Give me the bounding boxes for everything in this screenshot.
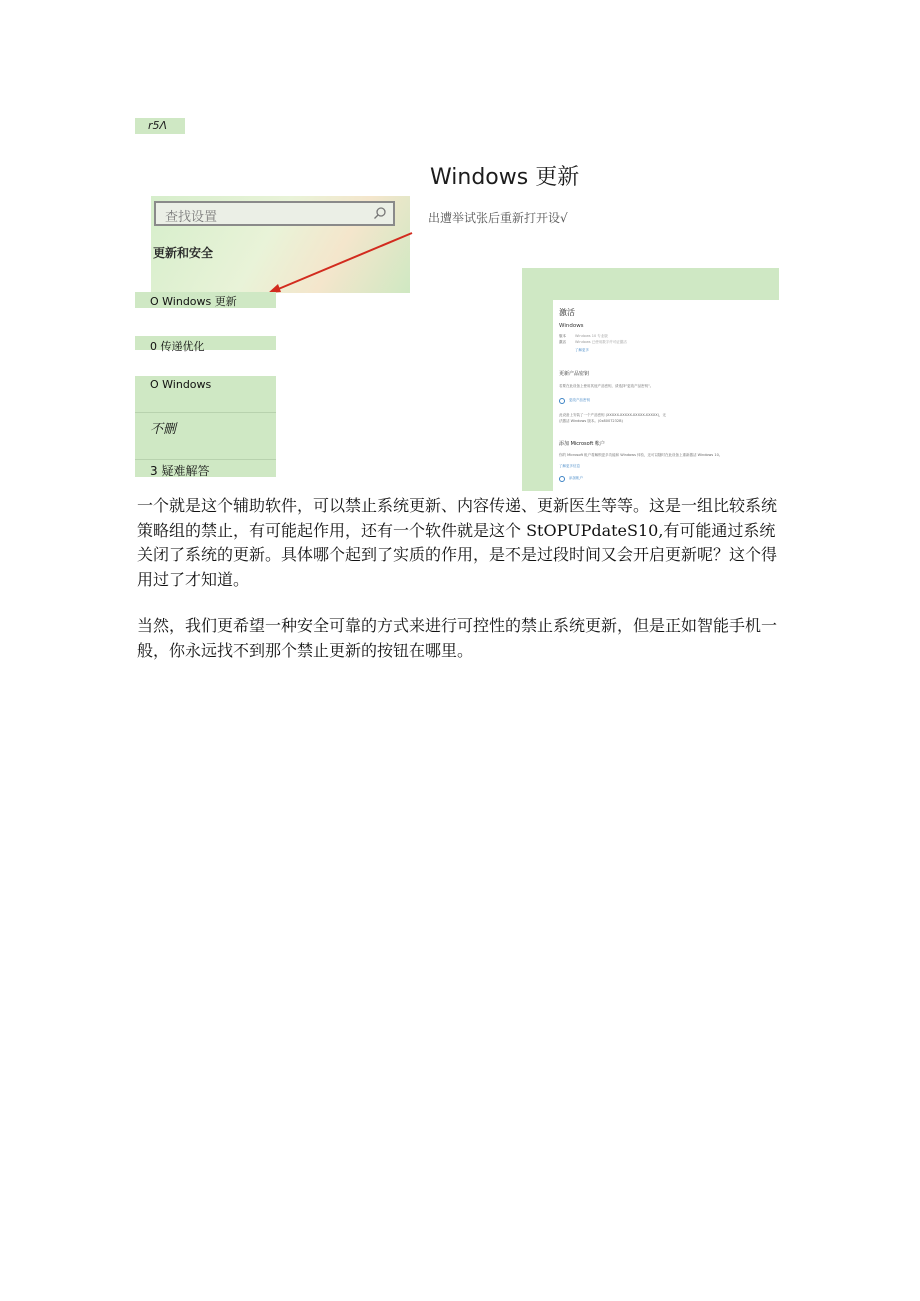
nav-item-delivery-optimization[interactable]: 0 传递优化 (135, 336, 276, 350)
add-account-link[interactable]: 添加帐户 (569, 476, 583, 480)
nav-divider (135, 412, 276, 413)
red-arrow-icon (262, 228, 414, 298)
learn-more-link-2[interactable]: 了解更多信息 (559, 464, 580, 468)
nav-item-backup[interactable]: 不刪 (150, 422, 177, 437)
add-icon (559, 476, 565, 482)
header-tag: r5Λ (135, 118, 185, 134)
activation-label: 激活 (559, 340, 566, 344)
windows-update-title: Windows 更新 (430, 165, 580, 190)
windows-label: Windows (559, 323, 584, 329)
change-key-link[interactable]: 更改产品密钥 (569, 398, 590, 402)
product-key-desc: 若要在此设备上使用其他产品密钥，请选择"更改产品密钥"。 (559, 384, 654, 388)
paragraph: 当然，我们更希望一种安全可靠的方式来进行可控性的禁止系统更新，但是正如智能手机一般，你永远找不到那个禁止更新的按钮在哪里。 (137, 616, 778, 660)
add-account-desc-block (559, 453, 774, 464)
section-heading: 更新和安全 (153, 246, 214, 260)
edition-value: Windows 10 专业版 (575, 334, 608, 338)
add-account-title: 添加 Microsoft 帐户 (559, 441, 605, 447)
nav-item-troubleshoot[interactable]: 3 疑难解答 (150, 464, 210, 478)
nav-item-windows-update[interactable]: O Windows 更新 (135, 292, 276, 308)
activation-page (553, 300, 779, 491)
search-icon (373, 206, 387, 220)
learn-more-link[interactable]: 了解更多 (575, 348, 589, 352)
product-key-title: 更新产品密钥 (559, 371, 590, 377)
search-placeholder: 查找设置 (165, 210, 218, 225)
windows-update-subtitle: 出遭举试张后重新打开设√ (428, 211, 568, 225)
activation-screenshot (522, 268, 779, 491)
edition-label: 版本 (559, 334, 566, 338)
error-text: 此设备上安装了一个产品密钥 (XXXXX-XXXXX-XXXXX-XXXXX)，无法激活 Windows 版本。(0x8007232B) (559, 413, 667, 423)
paragraph: 一个就是这个辅助软件，可以禁止系统更新、内容传递、更新医生等等。这是一组比较系统策略组的禁止，有可能起作用，还有一个软件就是这个 StOPUPdateS10,有可能通过系统关闭了系统的更新。具体哪个起到了实质的作用，是不是过段时间又会开启更新呢？这个得用过了才知道。 (137, 496, 778, 589)
activation-title: 激活 (559, 308, 575, 317)
search-input[interactable] (154, 201, 395, 226)
nav-block (135, 376, 276, 477)
nav-item-windows[interactable]: O Windows (150, 378, 212, 391)
add-account-desc: 你的 Microsoft 帐户将解锁更多功能和 Windows 体验，还可以随时在此设备上重新激活 Windows 10。 (559, 453, 723, 457)
error-text-block (559, 413, 669, 425)
activation-value: Windows 已使用数字许可证激活 (575, 340, 627, 344)
nav-divider (135, 459, 276, 460)
key-icon (559, 398, 565, 404)
